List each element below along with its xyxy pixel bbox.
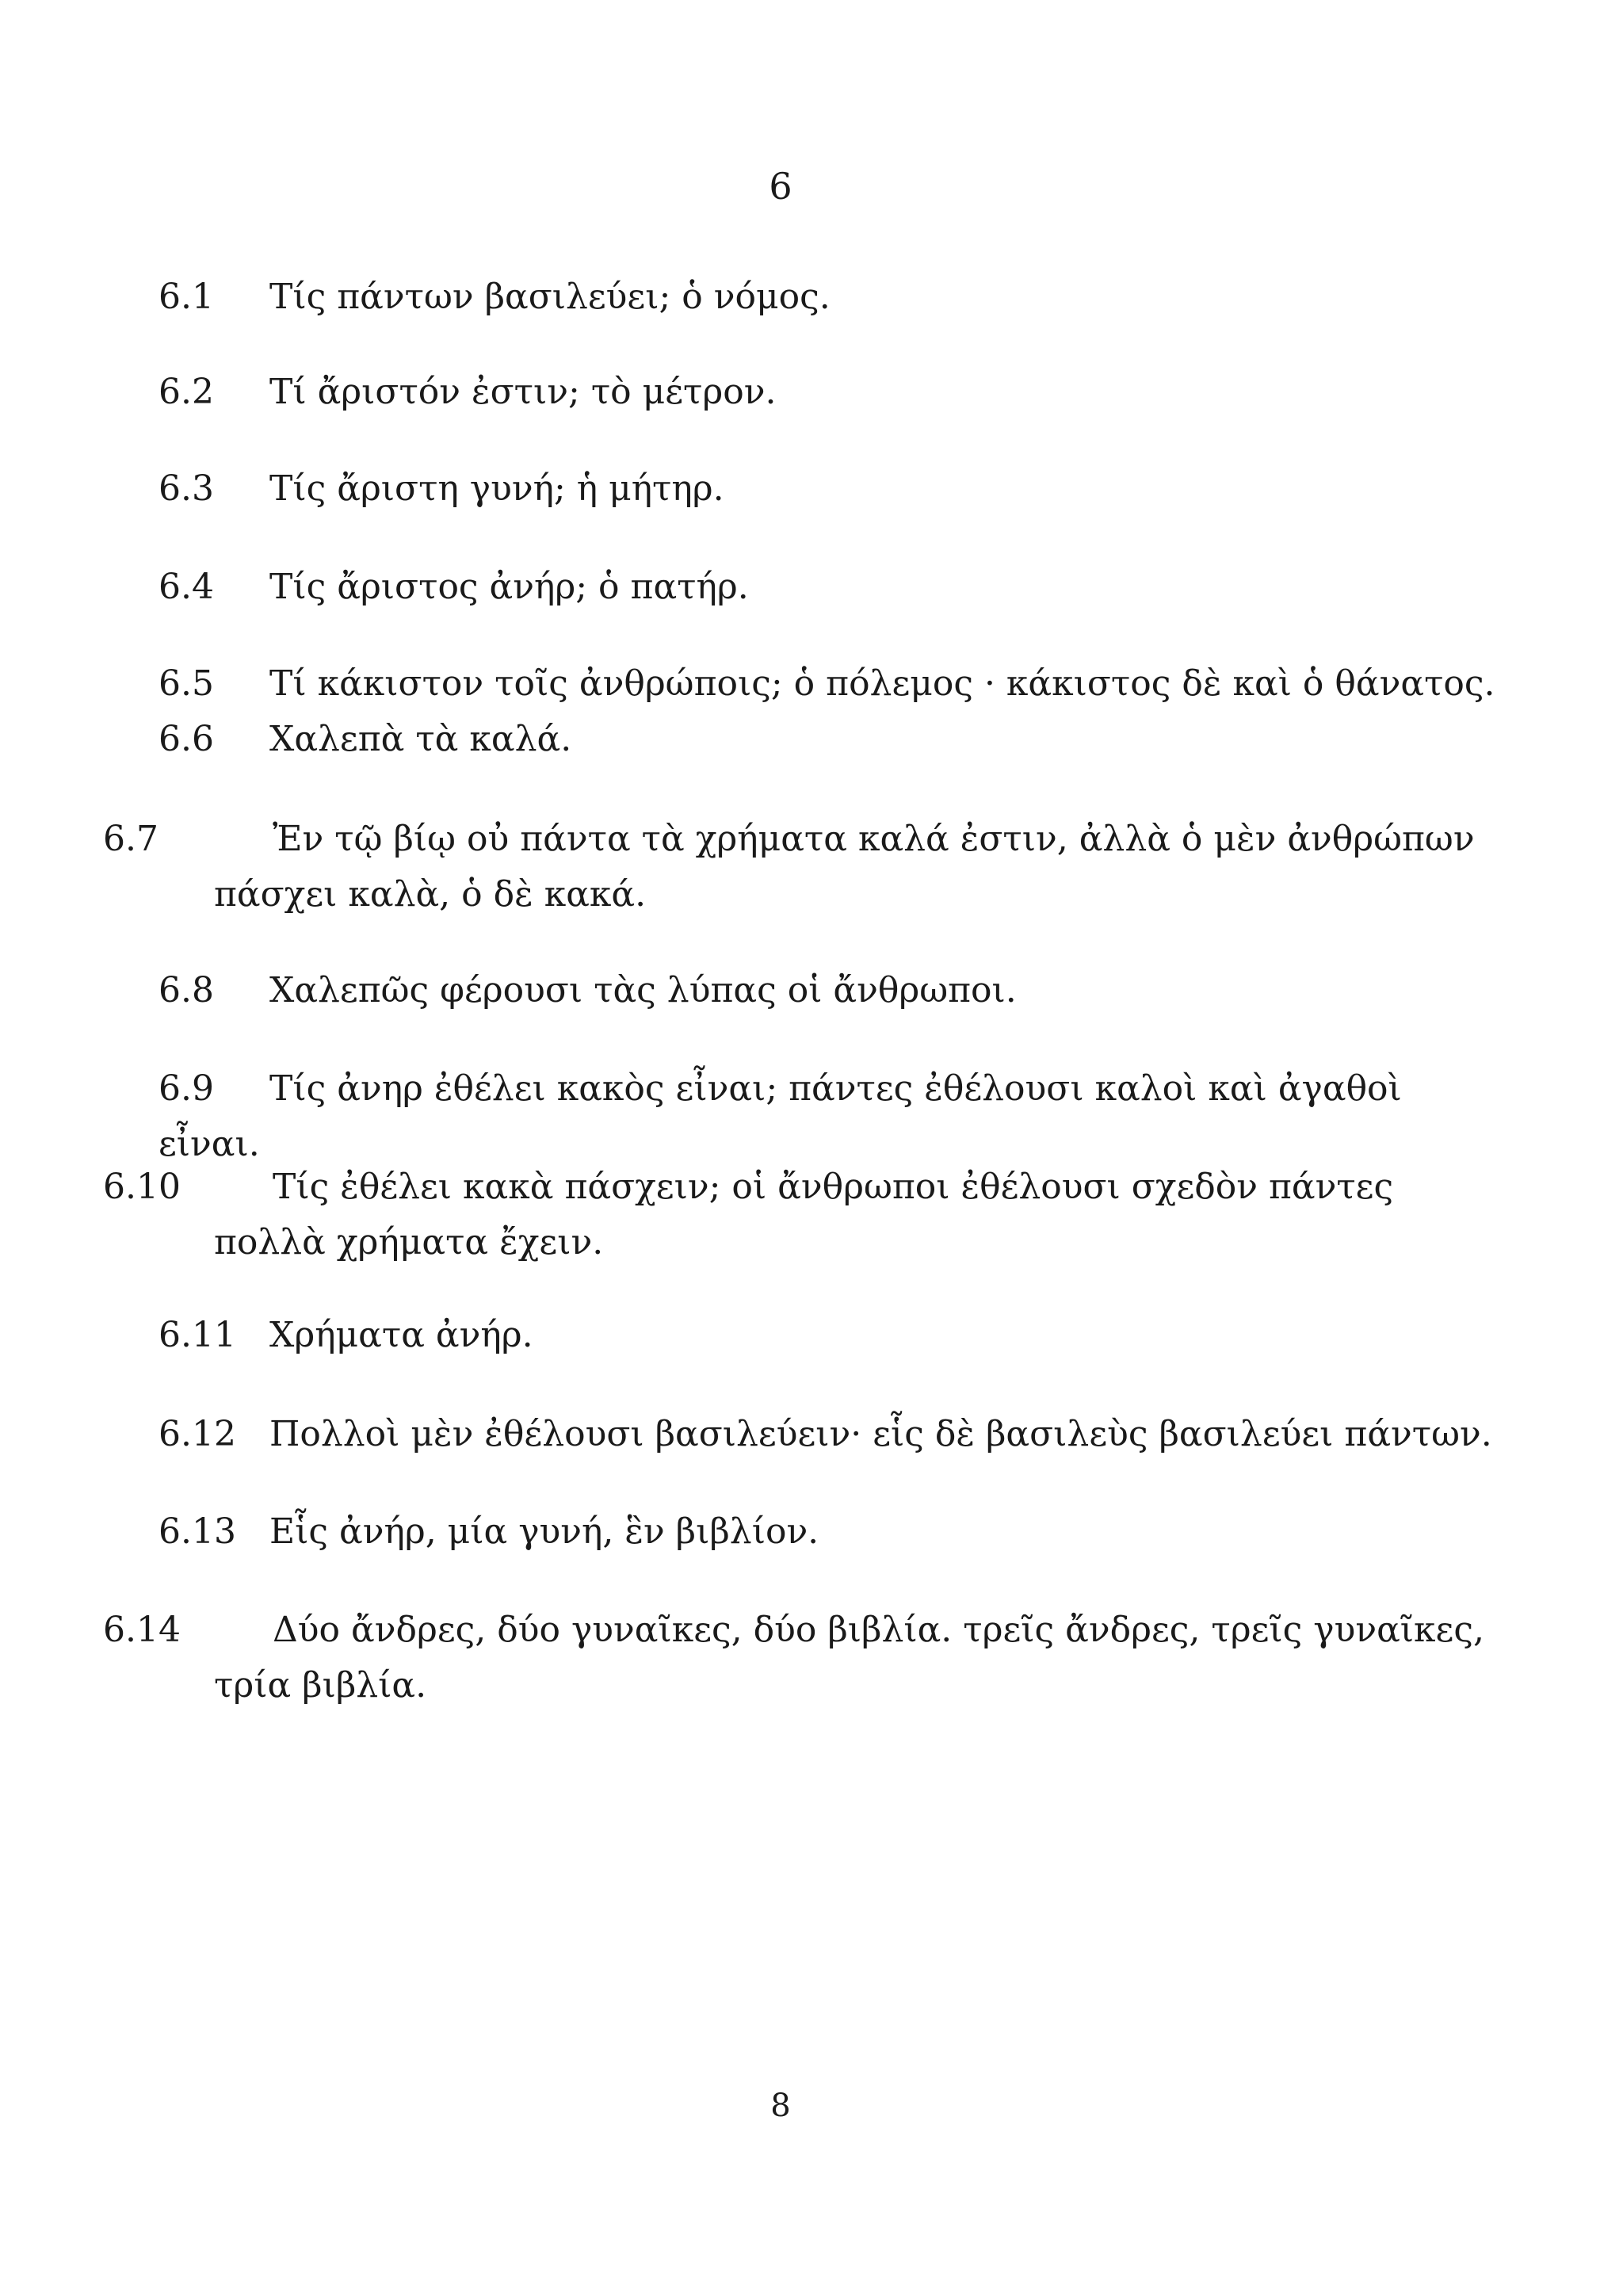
sentence-text: Τίς ἄριστος ἀνήρ; ὁ πατήρ.	[269, 567, 749, 607]
sentence-number: 6.14	[103, 1610, 181, 1650]
sentence-number: 6.5	[158, 663, 214, 704]
sentence-number: 6.3	[158, 468, 214, 509]
sentence-number: 6.12	[158, 1414, 236, 1454]
sentence-6-10	[103, 1159, 1514, 1270]
sentence-text: Τίς ἄριστη γυνή; ἡ μήτηρ.	[269, 468, 724, 509]
sentence-number: 6.9	[158, 1068, 214, 1109]
chapter-number: 6	[769, 165, 792, 208]
sentence-6-1	[158, 269, 1498, 325]
sentence-6-3	[158, 461, 1498, 517]
sentence-text: Τί ἄριστόν ἐστιν; τὸ μέτρον.	[269, 372, 777, 412]
sentence-6-5	[158, 656, 1498, 712]
sentence-6-8	[158, 963, 1498, 1018]
sentence-text: Τίς ἐθέλει κακὰ πάσχειν; οἱ ἄνθρωποι ἐθέλουσι σχεδὸν πάντες πολλὰ χρήματα ἔχειν.	[214, 1167, 1394, 1263]
sentence-6-12	[158, 1407, 1498, 1462]
page-number: 8	[770, 2088, 791, 2124]
sentence-6-11	[158, 1308, 1498, 1363]
sentence-6-6	[158, 712, 1498, 767]
sentence-text: Τίς πάντων βασιλεύει; ὁ νόμος.	[269, 277, 831, 317]
sentence-number: 6.7	[103, 819, 158, 859]
sentence-number: 6.10	[103, 1167, 181, 1207]
sentence-text: Τί κάκιστον τοῖς ἀνθρώποις; ὁ πόλεμος · κάκιστος δὲ καὶ ὁ θάνατος.	[269, 663, 1495, 704]
sentence-number: 6.11	[158, 1315, 236, 1355]
sentence-6-9	[158, 1061, 1498, 1172]
sentence-number: 6.8	[158, 970, 214, 1010]
sentence-6-13	[158, 1504, 1498, 1560]
sentence-text: Δύο ἄνδρες, δύο γυναῖκες, δύο βιβλία. τρεῖς ἄνδρες, τρεῖς γυναῖκες, τρία βιβλία.	[214, 1610, 1484, 1706]
sentence-text: Εἷς ἀνήρ, μία γυνή, ἓν βιβλίον.	[269, 1511, 819, 1552]
sentence-6-4	[158, 560, 1498, 615]
sentence-number: 6.4	[158, 567, 214, 607]
sentence-number: 6.1	[158, 277, 214, 317]
sentence-text: Πολλοὶ μὲν ἐθέλουσι βασιλεύειν· εἷς δὲ βασιλεὺς βασιλεύει πάντων.	[269, 1414, 1492, 1454]
sentence-number: 6.6	[158, 719, 214, 759]
sentence-number: 6.2	[158, 372, 214, 412]
sentence-number: 6.13	[158, 1511, 236, 1552]
sentence-text: Χαλεπῶς φέρουσι τὰς λύπας οἱ ἄνθρωποι.	[269, 970, 1017, 1010]
sentence-6-2	[158, 365, 1498, 420]
sentence-6-7	[103, 812, 1514, 923]
sentence-text: Τίς ἀνηρ ἐθέλει κακὸς εἶναι; πάντες ἐθέλουσι καλοὶ καὶ ἀγαθοὶ εἶναι.	[158, 1068, 1402, 1164]
sentence-6-14	[103, 1603, 1514, 1713]
sentence-text: Χαλεπὰ τὰ καλά.	[269, 719, 572, 759]
sentence-text: Ἐν τῷ βίῳ οὐ πάντα τὰ χρήματα καλά ἐστιν, ἀλλὰ ὁ μὲν ἀνθρώπων πάσχει καλὰ, ὁ δὲ κακά.	[214, 819, 1475, 915]
sentence-text: Χρήματα ἀνήρ.	[269, 1315, 533, 1355]
